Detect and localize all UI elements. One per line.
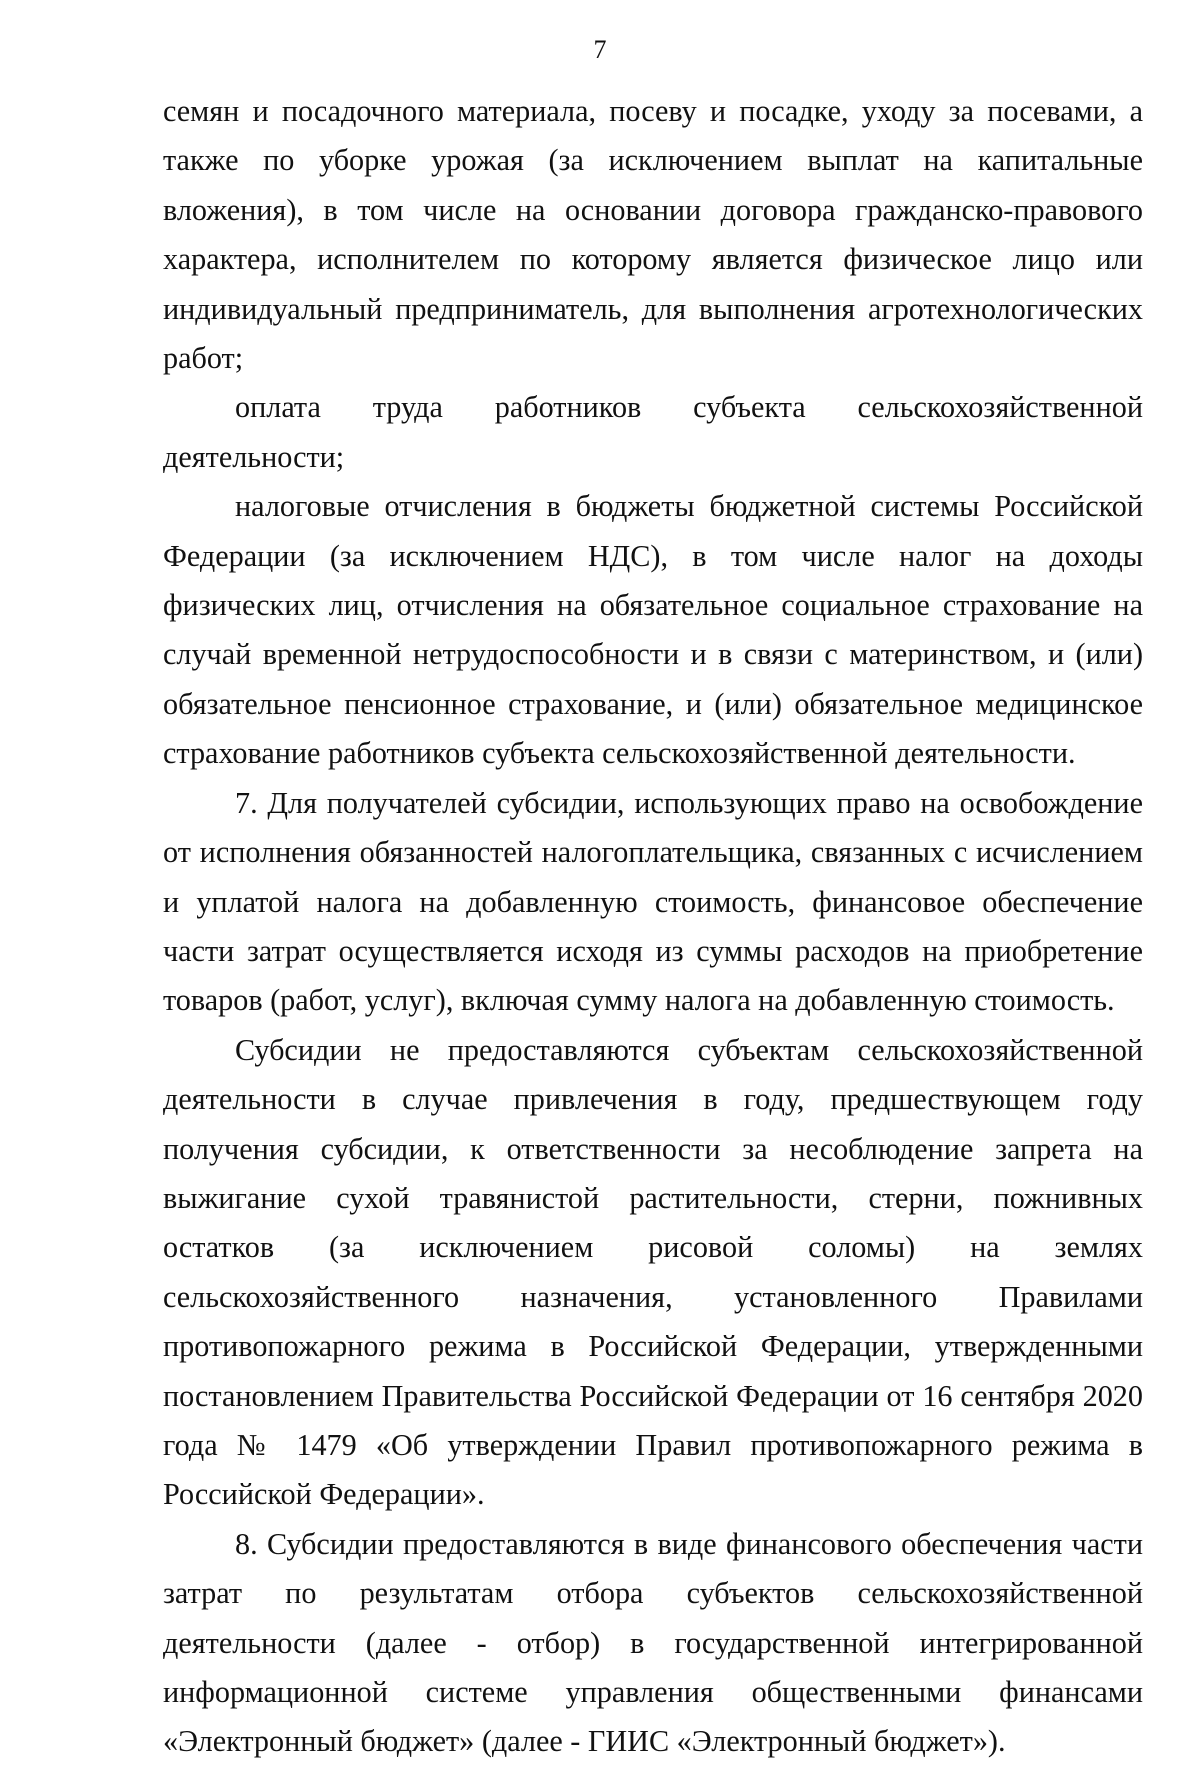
paragraph-wage-payment: оплата труда работников субъекта сельскохозяйственной деятельности; <box>163 390 1143 474</box>
paragraph-item-7: 7. Для получателей субсидии, использующих право на освобождение от исполнения обязанностей налогоплательщика, связанных с исчислением и уплатой налога на добавленную стоимость, финансовое обеспечение части затрат осуществляется исходя из суммы расходов на приобретение товаров (работ, услуг), включая сумму налога на добавленную стоимость. <box>163 785 1143 1018</box>
paragraph-subsidy-restriction: Субсидии не предоставляются субъектам сельскохозяйственной деятельности в случае привлечения в году, предшествующем году получения субсидии, к ответственности за несоблюдение запрета на выжигание сухой травянистой растительности, стерни, пожнивных остатков (за исключением рисовой соломы) на землях сельскохозяйственного назначения, установленного Правилами противопожарного режима в Российской Федерации, утвержденными постановлением Правительства Российской Федерации от 16 сентября 2020 года № 1479 «Об утверждении Правил противопожарного режима в Российской Федерации». <box>163 1032 1143 1512</box>
page-number: 7 <box>593 35 607 64</box>
page-body <box>163 87 1143 1767</box>
paragraph-continuation: семян и посадочного материала, посеву и посадке, уходу за посевами, а также по уборке урожая (за исключением выплат на капитальные вложения), в том числе на основании договора гражданско-правового характера, исполнителем по которому является физическое лицо или индивидуальный предприниматель, для выполнения агротехнологических работ; <box>163 94 1143 376</box>
paragraph-tax-deductions: налоговые отчисления в бюджеты бюджетной системы Российской Федерации (за исключением НДС), в том числе налог на доходы физических лиц, отчисления на обязательное социальное страхование на случай временной нетрудоспособности и в связи с материнством, и (или) обязательное пенсионное страхование, и (или) обязательное медицинское страхование работников субъекта сельскохозяйственной деятельности. <box>163 489 1143 771</box>
paragraph-item-8: 8. Субсидии предоставляются в виде финансового обеспечения части затрат по результатам отбора субъектов сельскохозяйственной деятельности (далее - отбор) в государственной интегрированной информационной системе управления общественными финансами «Электронный бюджет» (далее - ГИИС «Электронный бюджет»). <box>163 1526 1143 1759</box>
